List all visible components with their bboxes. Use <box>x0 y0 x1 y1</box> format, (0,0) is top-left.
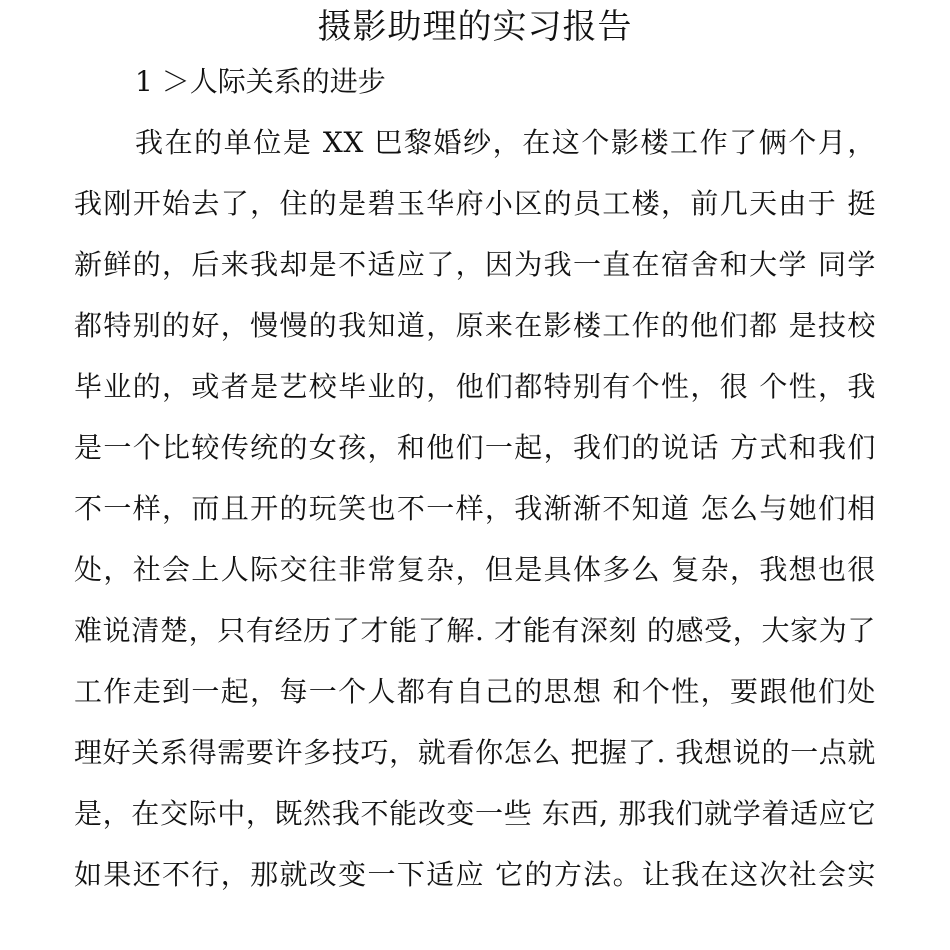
body-line: 难说清楚，只有经历了才能了解. 才能有深刻 的感受，大家为了 <box>74 614 876 647</box>
body-line: 处，社会上人际交往非常复杂，但是具体多么 复杂，我想也很 <box>74 553 876 586</box>
body-line: 新鲜的，后来我却是不适应了，因为我一直在宿舍和大学 同学 <box>74 248 876 281</box>
body-line: 是一个比较传统的女孩，和他们一起，我们的说话 方式和我们 <box>74 431 876 464</box>
body-line: 是，在交际中，既然我不能改变一些 东西, 那我们就学着适应它 <box>74 797 876 830</box>
document-title: 摄影助理的实习报告 <box>317 7 633 47</box>
body-line: 理好关系得需要许多技巧，就看你怎么 把握了. 我想说的一点就 <box>74 736 876 769</box>
body-text <box>74 123 876 916</box>
body-line: 毕业的，或者是艺校毕业的，他们都特别有个性，很 个性，我 <box>74 370 876 403</box>
body-line: 都特别的好，慢慢的我知道，原来在影楼工作的他们都 是技校 <box>74 309 876 342</box>
body-line: 不一样，而且开的玩笑也不一样，我渐渐不知道 怎么与她们相 <box>74 492 876 525</box>
body-line: 如果还不行，那就改变一下适应 它的方法。让我在这次社会实 <box>74 858 876 891</box>
body-line: 我刚开始去了，住的是碧玉华府小区的员工楼，前几天由于 挺 <box>74 187 876 220</box>
body-line: 我在的单位是 XX 巴黎婚纱，在这个影楼工作了俩个月， <box>135 126 876 159</box>
body-line: 工作走到一起，每一个人都有自己的思想 和个性，要跟他们处 <box>74 675 876 708</box>
section-heading: 1 ＞人际关系的进步 <box>135 65 386 98</box>
